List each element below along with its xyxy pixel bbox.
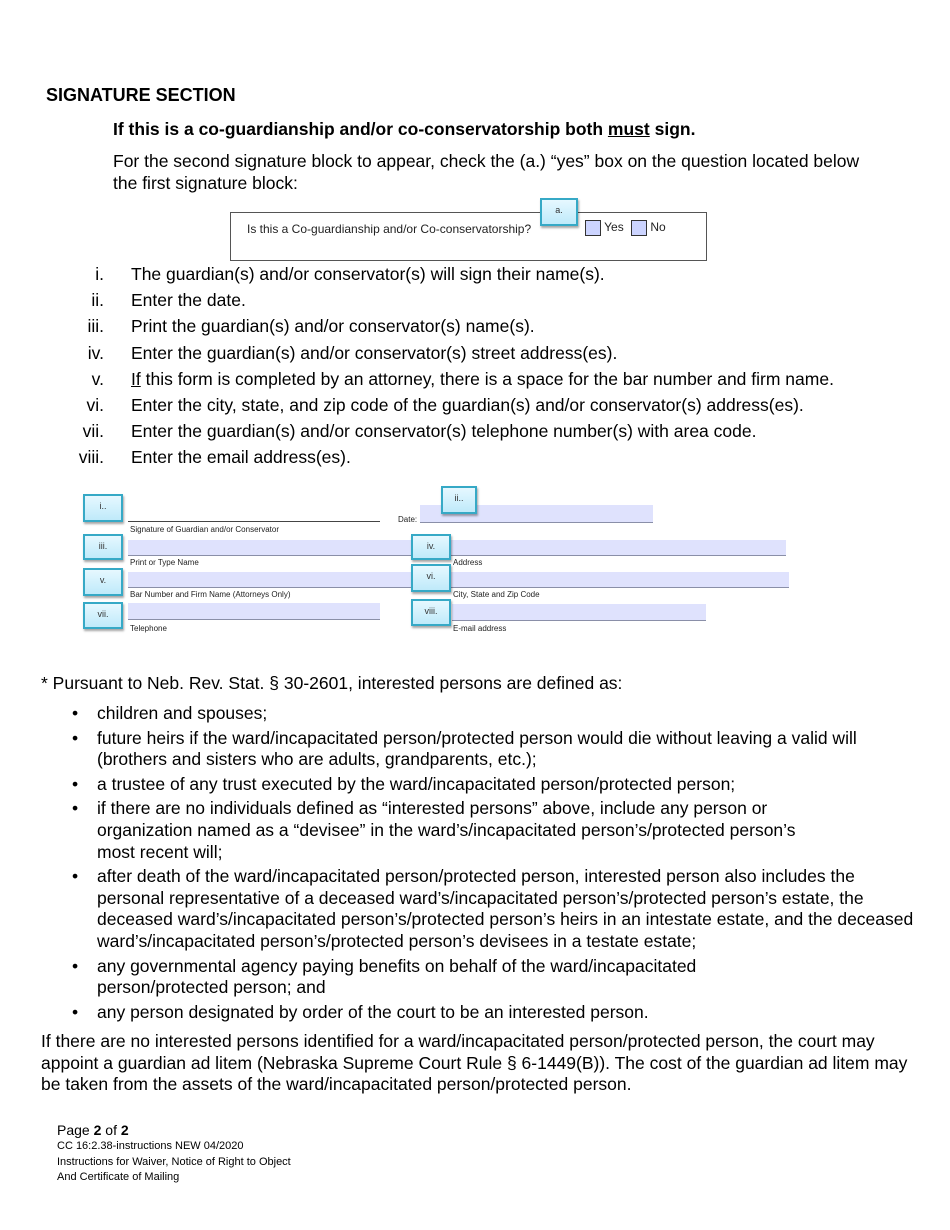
callout-tag-ii: ii.. [441,486,477,514]
list-item: • any person designated by order of the court to be an interested person. [97,1002,917,1024]
callout-tag-v: v. [83,568,123,596]
bar-city-field[interactable] [128,572,789,588]
yes-checkbox[interactable] [585,220,601,236]
step-number: iii. [87,316,104,337]
closing-paragraph: If there are no interested persons identified for a ward/incapacitated person/protected person, the court may appoint a guardian ad litem (Nebraska Supreme Court Rule § 6-1449(B)). The cost of the guardian ad litem may be taken from the assets of the ward/incapacitated person/protected person. [41,1031,908,1094]
of-word: of [105,1122,117,1138]
bar-label: Bar Number and Firm Name (Attorneys Only) [130,590,291,599]
step-item [0,290,950,316]
email-label: E-mail address [453,624,507,633]
step-text-underlined: If [131,368,141,389]
total-pages: 2 [120,1122,129,1138]
form-title-line: Instructions for Waiver, Notice of Right to Object [57,1155,291,1168]
callout-tag-i: i.. [83,494,123,522]
callout-tag-iii: iii. [83,534,123,560]
step-number: v. [91,368,104,389]
step-text: Enter the date. [131,290,246,311]
telephone-label: Telephone [130,624,167,633]
list-item: • if there are no individuals defined as “interested persons” above, include any person or organization named as a “devisee” in the ward’s/incapacitated person’s/protected person’s most recent will; [97,798,817,863]
yes-no-options [585,220,666,236]
page-number [57,1121,291,1139]
signature-line[interactable] [128,521,380,522]
step-item [0,343,950,369]
list-item: • a trustee of any trust executed by the ward/incapacitated person/protected person; [97,774,917,796]
co-guardianship-question-box [230,212,707,261]
yes-label: Yes [604,220,624,235]
name-label: Print or Type Name [130,558,199,567]
current-page: 2 [93,1122,102,1138]
list-item: • future heirs if the ward/incapacitated person/protected person would die without leaving a valid will (brothers and sisters who are adults, grandparents, etc.); [97,728,917,771]
step-text: Enter the city, state, and zip code of the guardian(s) and/or conservator(s) address(es). [131,394,804,415]
date-label: Date: [398,515,418,524]
step-number: iv. [87,342,104,363]
step-text-rest: this form is completed by an attorney, there is a space for the bar number and firm name. [140,368,834,389]
step-text: The guardian(s) and/or conservator(s) will sign their name(s). [131,264,605,284]
signature-label: Signature of Guardian and/or Conservator [130,525,279,534]
step-number: i. [95,264,104,284]
step-text: Print the guardian(s) and/or conservator(s) name(s). [131,316,535,337]
no-checkbox[interactable] [631,220,647,236]
step-item [0,316,950,342]
callout-tag-iv: iv. [411,534,451,560]
page-word: Page [57,1122,90,1138]
intro-text: For the second signature block to appear, check the (a.) “yes” box on the question located below the first signature block: [113,151,860,193]
callout-tag-a: a. [540,198,578,226]
list-item: • after death of the ward/incapacitated person/protected person, interested person also includes the personal representative of a deceased ward’s/incapacitated person’s/protected person’s estate, the deceased ward’s/incapacitated person’s/protected person’s heirs in an intestate estate, and the deceased ward’s/incapacitated person’s/protected person’s devisees in a testate estate; [97,866,917,952]
interested-persons-list [97,703,917,1026]
step-text [131,369,834,391]
subheading [113,119,695,140]
step-item [0,369,950,395]
subheading-text: If this is a co-guardianship and/or co-conservatorship both [113,119,608,139]
step-item [0,447,950,473]
step-text: Enter the email address(es). [131,447,351,468]
section-title: SIGNATURE SECTION [46,85,236,105]
step-item [0,421,950,447]
name-address-field[interactable] [128,540,786,556]
footnote: * Pursuant to Neb. Rev. Stat. § 30-2601, interested persons are defined as: [41,673,623,693]
callout-tag-vi: vi. [411,564,451,592]
callout-tag-vii: vii. [83,602,123,629]
callout-tag-viii: viii. [411,599,451,626]
list-item: • any governmental agency paying benefits on behalf of the ward/incapacitated person/protected person; and [97,956,747,999]
no-label: No [650,220,666,235]
step-number: viii. [78,447,104,468]
list-item: • children and spouses; [97,703,917,725]
step-number: vii. [82,421,104,442]
question-text: Is this a Co-guardianship and/or Co-conservatorship? [247,222,532,236]
form-title-line: And Certificate of Mailing [57,1171,180,1183]
step-item [0,264,950,290]
step-text: Enter the guardian(s) and/or conservator(s) telephone number(s) with area code. [131,421,757,442]
step-item [0,395,950,421]
step-text: Enter the guardian(s) and/or conservator(s) street address(es). [131,342,618,363]
address-label: Address [453,558,483,567]
subheading-emphasis: must [607,119,650,139]
email-field[interactable] [452,604,706,621]
step-number: vi. [86,394,104,415]
city-label: City, State and Zip Code [453,590,540,599]
form-code: CC 16:2.38-instructions NEW 04/2020 [57,1140,244,1152]
footer [57,1121,291,1186]
step-number: ii. [91,290,104,311]
steps-list [0,264,950,474]
subheading-text-end: sign. [649,119,696,139]
telephone-field[interactable] [128,603,380,620]
